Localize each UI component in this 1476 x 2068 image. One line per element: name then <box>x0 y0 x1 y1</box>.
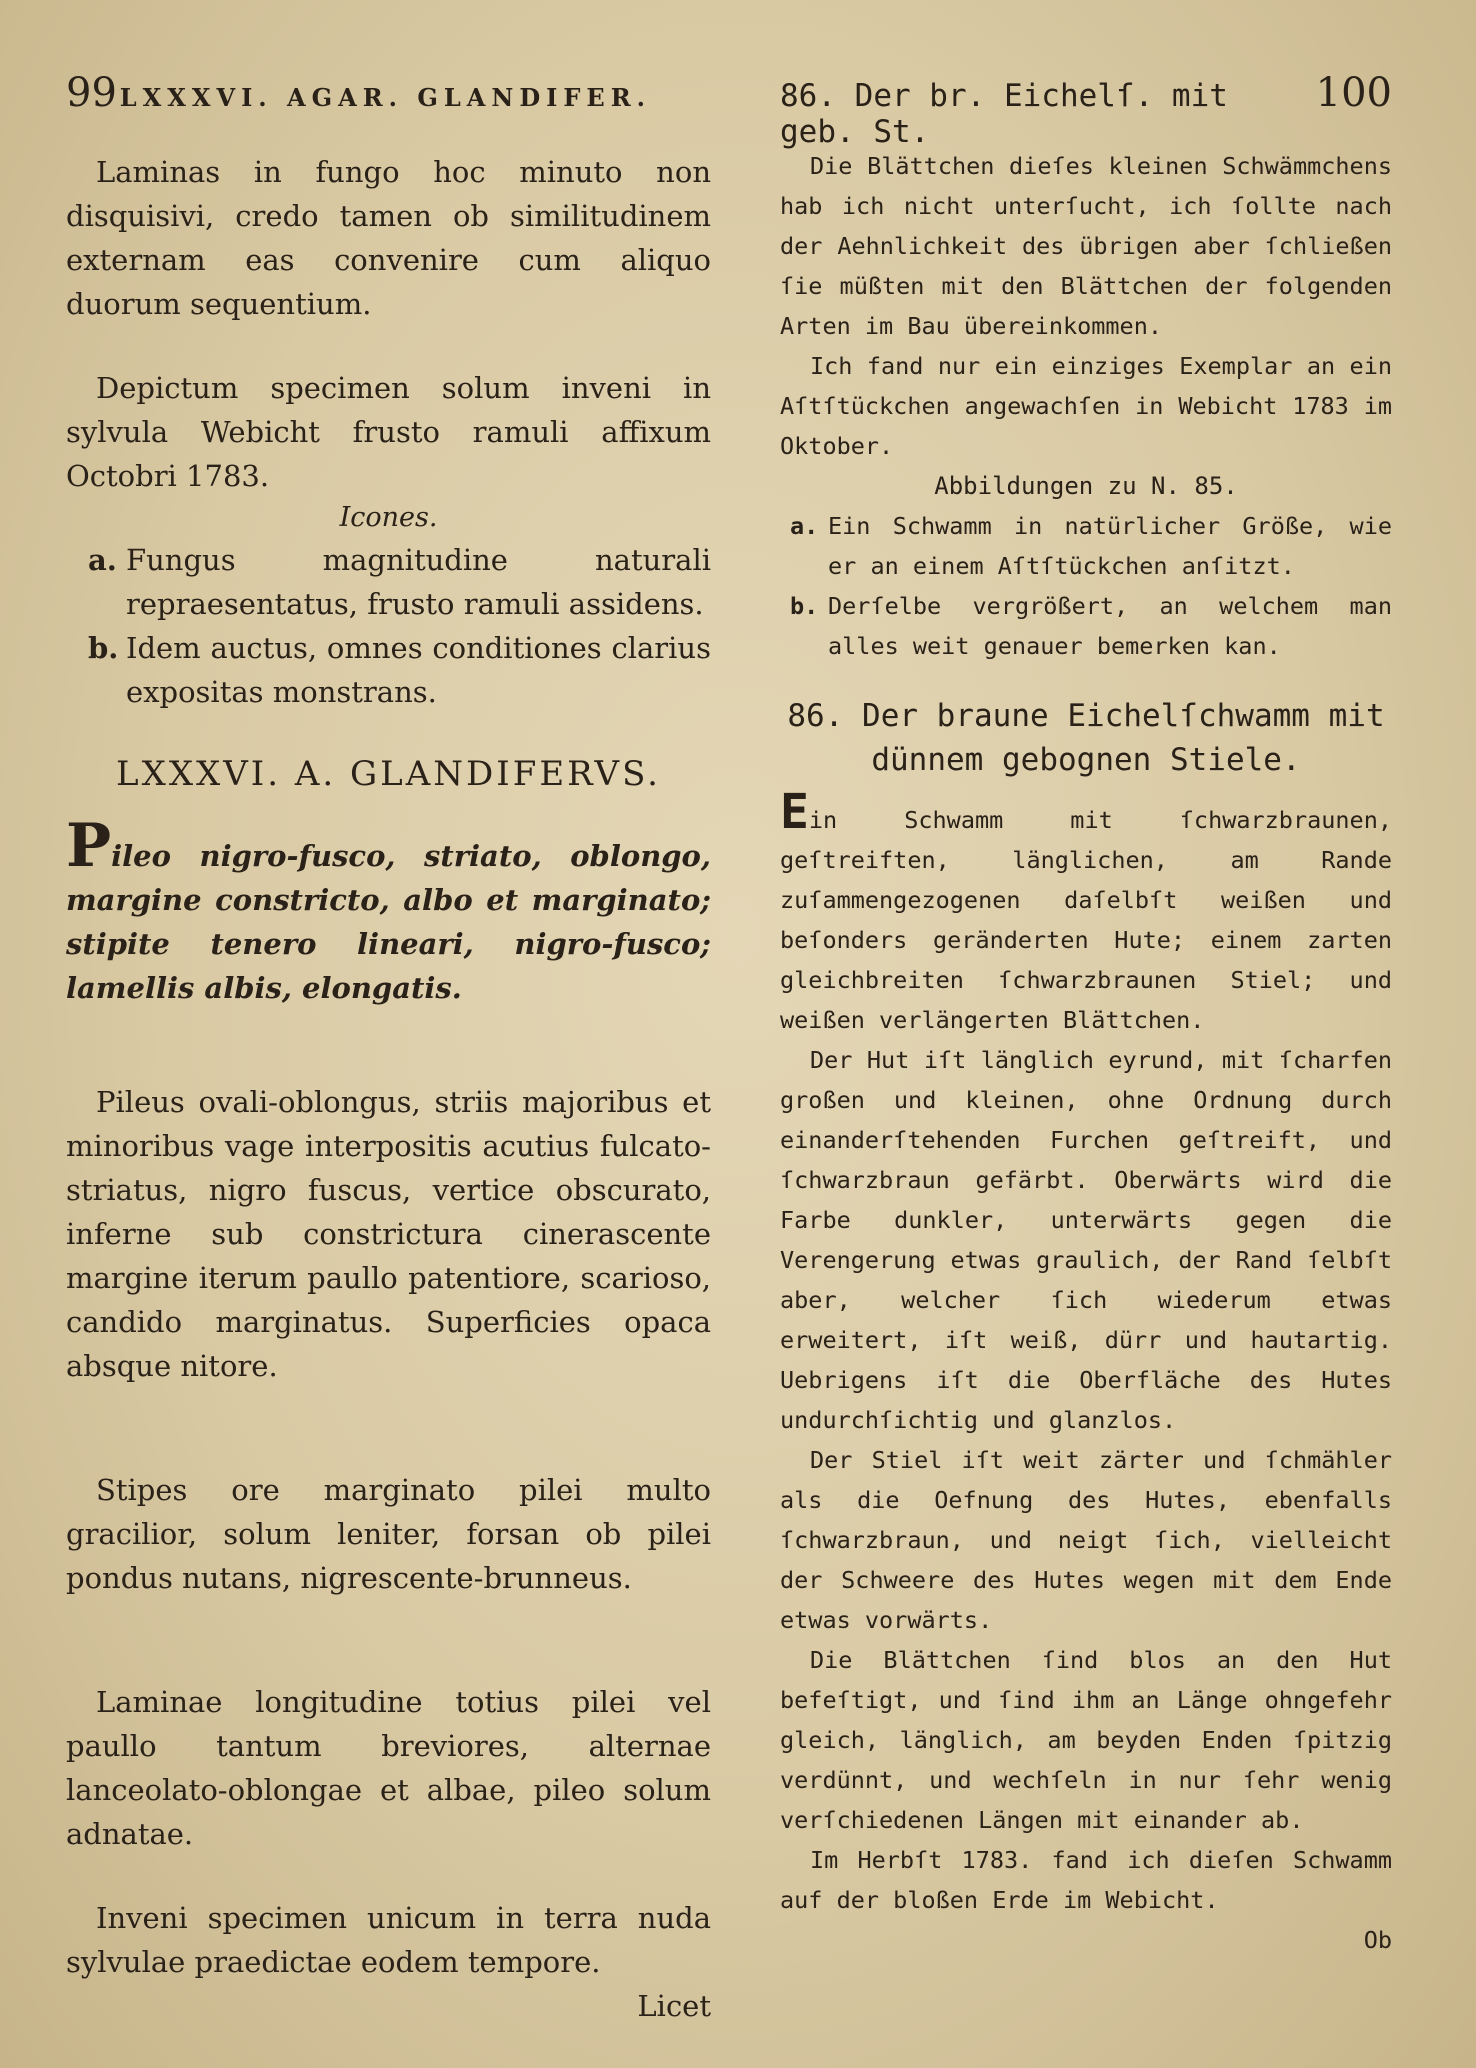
para-blaettchen-2: Die Blättchen ſind blos an den Hut befeſtigt, und ſind ihm an Länge ohngefehr gleich, länglich, am beyden Enden ſpitzig verdünnt, und wechſeln in nur ſehr wenig verſchiedenen Längen mit einander ab. <box>780 1646 1392 1834</box>
right-catchword: Ob <box>1363 1926 1392 1954</box>
intro-text: in Schwamm mit ſchwarzbraunen, geſtreiften, länglichen, am Rande zuſammengezogenen daſelbſt weißen und beſonders geränderten Hute; einem zarten gleichbreiten ſchwarzbraunen Stiel; und weißen verlängerten Blättchen. <box>780 806 1392 1034</box>
para-hut: Der Hut iſt länglich eyrund, mit ſcharfen großen und kleinen, ohne Ordnung durch einanderſtehenden Furchen geſtreift, und ſchwarzbraun gefärbt. Oberwärts wird die Farbe dunkler, unterwärts gegen die Verengerung etwas graulich, der Rand ſelbſt aber, welcher ſich wiederum etwas erweitert, iſt weiß, dürr und hautartig. Uebrigens iſt die Oberfläche des Hutes undurchſichtig und glanzlos. <box>780 1046 1392 1434</box>
left-page-number: 99 <box>66 70 117 116</box>
left-page <box>66 70 711 2028</box>
icones-item-a: a. Fungus magnitudine naturali repraesentatus, frusto ramuli assidens. <box>88 543 711 621</box>
diagnosis-dropcap: P <box>66 811 112 881</box>
left-section-title: LXXXVI. A. GLANDIFERVS. <box>116 754 661 794</box>
para-stipes: Stipes ore marginato pilei multo gracilior, solum leniter, forsan ob pilei pondus nutans, nigrescente-brunneus. <box>66 1473 711 1595</box>
para-laminae: Laminae longitudine totius pilei vel paullo tantum breviores, alternae lanceolato-oblongae et albae, pileo solum adnatae. <box>66 1685 711 1851</box>
right-page <box>780 70 1392 1960</box>
abbildungen-item-b: b. Derſelbe vergrößert, an welchem man alles weit genauer bemerken kan. <box>790 592 1392 660</box>
diagnosis <box>66 811 711 1010</box>
para-herbst: Im Herbſt 1783. fand ich dieſen Schwamm auf der bloßen Erde im Webicht. <box>780 1846 1392 1914</box>
icones-item-b: b. Idem auctus, omnes conditiones clarius expositas monstrans. <box>88 631 711 709</box>
intro-dropcap: E <box>780 784 809 840</box>
abbildungen-caption: Abbildungen zu N. 85. <box>934 472 1238 500</box>
para-inveni: Inveni specimen unicum in terra nuda sylvulae praedictae eodem tempore. <box>66 1901 711 1979</box>
abbildungen-item-a: a. Ein Schwamm in natürlicher Größe, wie er an einem Aſtſtückchen anſitzt. <box>790 512 1392 580</box>
left-running-head: LXXXVI. AGAR. GLANDIFER. <box>119 83 651 112</box>
diagnosis-text: ileo nigro-fusco, striato, oblongo, margine constricto, albo et marginato; stipite tenero lineari, nigro-fusco; lamellis albis, elongatis. <box>66 839 711 1005</box>
para-intro <box>780 784 1392 1040</box>
para-depictum: Depictum specimen solum inveni in sylvula Webicht frusto ramuli affixum Octobri 1783. <box>66 371 711 493</box>
right-header <box>780 70 1392 150</box>
para-stiel: Der Stiel iſt weit zärter und ſchmähler als die Oefnung des Hutes, ebenfalls ſchwarzbraun, und neigt ſich, vielleicht der Schweere des Hutes wegen mit dem Ende etwas vorwärts. <box>780 1446 1392 1634</box>
right-running-head: 86. Der br. Eichelſ. mit geb. St. <box>780 78 1228 150</box>
left-catchword: Licet <box>637 1989 711 2023</box>
para-pileus: Pileus ovali-oblongus, striis majoribus et minoribus vage interpositis acutius fulcato-striatus, nigro fuscus, vertice obscurato, inferne sub constrictura cinerascente margine iterum paullo patentiore, scarioso, candido marginatus. Superficies opaca absque nitore. <box>66 1085 711 1383</box>
left-header <box>66 70 711 126</box>
para-fand: Ich fand nur ein einziges Exemplar an ein Aſtſtückchen angewachſen in Webicht 1783 im Oktober. <box>780 352 1392 460</box>
right-page-number: 100 <box>1315 70 1392 116</box>
para-blaettchen: Die Blättchen dieſes kleinen Schwämmchens hab ich nicht unterſucht, ich ſollte nach der Aehnlichkeit des übrigen aber ſchließen ſie müßten mit den Blättchen der folgenden Arten im Bau übereinkommen. <box>780 152 1392 340</box>
icones-caption: Icones. <box>339 502 438 533</box>
para-laminas: Laminas in fungo hoc minuto non disquisivi, credo tamen ob similitudinem externam eas convenire cum aliquo duorum sequentium. <box>66 155 711 321</box>
right-section-title: 86. Der braune Eichelſchwamm mit dünnem gebognen Stiele. <box>787 698 1385 778</box>
